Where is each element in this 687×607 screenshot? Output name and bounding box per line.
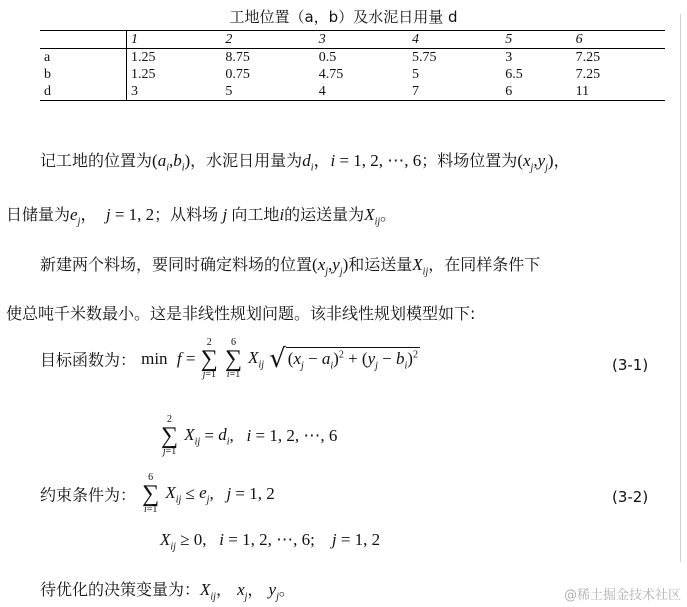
paragraph-line-3: 新建两个料场，要同时确定料场的位置$(x_j,y_j)$和运送量$X_{ij}$，在同样条件下 [40,255,541,278]
header-cell [40,31,127,49]
paragraph-line-4: 使总吨千米数最小。这是非线性规划问题。该非线性规划模型如下: [6,304,476,323]
table-cell: 7.25 [575,67,601,82]
text-span: 。 [278,580,295,599]
table-cell: 6 [505,84,513,99]
constraint-supply: 约束条件为： 6 ∑ i=1 $X_{ij} \le e_j$, j = 1, 2 [40,472,275,515]
text-span: ，在同样条件下 [428,255,541,274]
text-span: 目标函数为： [40,350,137,370]
table-cell: 5 [411,67,419,82]
table-cell: 1.25 [131,50,156,65]
table-cell: 5.75 [411,50,437,65]
table-row [40,66,665,83]
text-span: 的运送量为 [284,205,365,224]
table-cell: 3 [131,84,138,99]
table-cell: 3 [505,50,513,65]
text-span: 和运送量 [348,255,413,274]
paragraph-line-1: 记工地的位置为$(a_i,b_i)$，水泥日用量为$d_i$，i = 1, 2, ⋯, 6；料场位置为$(x_j,y_j)$， [40,151,570,174]
text-span: 。 [380,205,397,224]
header-cell: 6 [572,31,665,49]
table-header-row [40,31,665,49]
constraint-demand: 2 ∑ j=1 $X_{ij} = d_i$, i = 1, 2, ⋯, 6 [161,414,338,457]
sum-operator: 2 ∑ j=1 [161,414,179,457]
equation-number: (3-2) [612,488,649,506]
text-span: ；从料场 [154,205,219,224]
table-cell: 7 [411,84,419,99]
table-cell: 4 [318,84,326,99]
table-cell: 5 [225,84,233,99]
objective-function: 目标函数为： min f = 2 ∑ j=1 6 ∑ i=1 $X_{ij}$ √ $(x_j - a_i)^2 + (y_j - b_i)^2$ [40,337,418,380]
row-label: d [40,83,127,101]
header-cell: 3 [315,31,408,49]
row-label: b [40,66,127,83]
sum-operator: 6 ∑ i=1 [224,337,243,380]
header-cell: 1 [127,31,222,49]
text-span: ；料场位置为 [421,151,518,170]
table-row [40,49,665,67]
table-cell: 7.25 [575,50,601,65]
header-cell: 5 [501,31,571,49]
text-span: ， [553,151,570,170]
text-span: ，水泥日用量为 [190,151,303,170]
text-span: ， [247,580,264,599]
text-span: 约束条件为： [40,485,137,505]
text-span: ， [215,580,232,599]
table-caption: 工地位置（a，b）及水泥日用量 d [229,8,458,26]
sum-operator: 6 ∑ i=1 [142,472,160,515]
table-cell: 4.75 [318,67,344,82]
header-cell: 2 [221,31,314,49]
table-cell: 0.75 [225,67,250,82]
equation-number: (3-1) [612,356,649,374]
sum-operator: 2 ∑ j=1 [200,337,218,380]
text-span: 日储量为 [6,205,71,224]
data-table [40,30,665,101]
text-span: 新建两个料场，要同时确定料场的位置 [40,255,313,274]
page-edge-line [680,14,681,562]
text-span: 待优化的决策变量为： [40,580,201,599]
table-row [40,83,665,101]
table-cell: 8.75 [225,50,250,65]
watermark: @稀土掘金技术社区 [563,588,681,603]
constraint-nonnegative: $X_{ij} \ge 0$, i = 1, 2, ⋯, 6; j = 1, 2 [160,530,381,553]
sqrt-expression: √ $(x_j - a_i)^2 + (y_j - b_i)^2$ [269,344,418,374]
text-span: 记工地的位置为 [40,151,153,170]
table-cell: 1.25 [131,67,156,82]
min-operator: min [141,349,168,368]
header-cell: 4 [408,31,501,49]
table-cell: 0.5 [318,50,337,65]
paragraph-line-2: 日储量为$e_j$， j = 1, 2；从料场 j 向工地i的运送量为$X_{ij}$。 [6,205,397,228]
table-cell: 11 [575,84,590,99]
text-span: 向工地 [231,205,280,224]
row-label: a [40,49,127,67]
table-cell: 6.5 [505,67,523,82]
decision-variables: 待优化的决策变量为：$X_{ij}$， $x_j$， $y_j$。 [40,580,295,603]
